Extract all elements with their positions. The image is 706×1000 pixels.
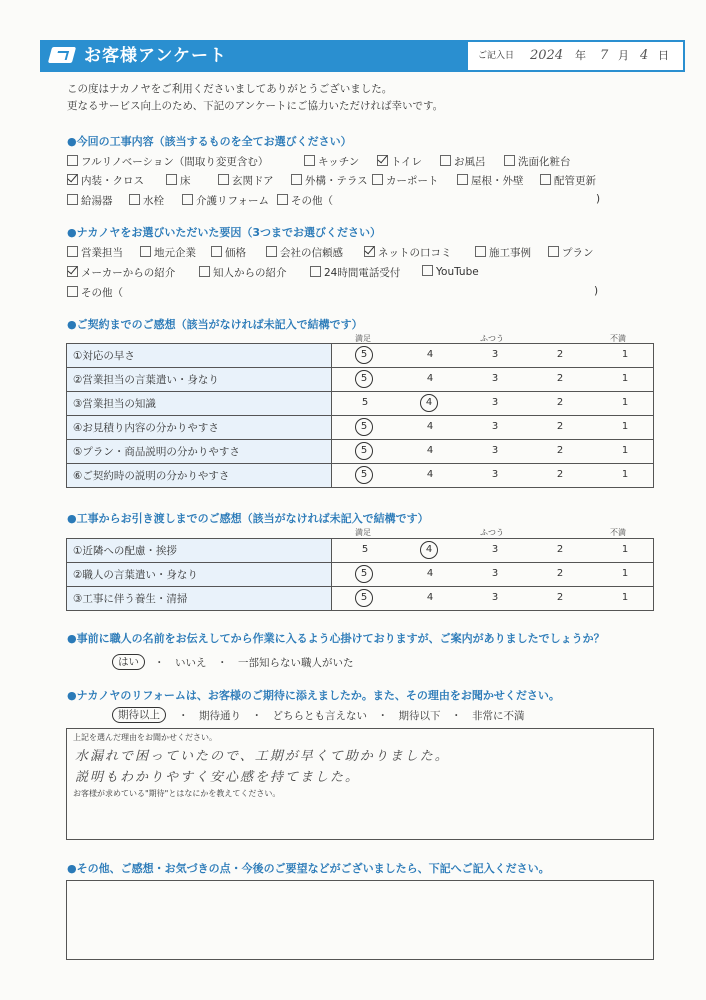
checkbox[interactable] <box>199 266 210 277</box>
checkbox[interactable] <box>422 265 433 276</box>
form-title: お客様アンケート <box>84 46 227 66</box>
section-contract-title: ●ご契約までのご感想（該当がなければ未記入で結構です） <box>67 318 363 331</box>
selected-rating[interactable]: 5 <box>355 346 373 364</box>
work-option[interactable] <box>540 173 596 188</box>
option-label: 介護リフォーム <box>196 195 269 207</box>
rating-option[interactable]: 2 <box>556 469 564 480</box>
rating-option[interactable]: 2 <box>556 592 564 603</box>
option-label: 施工事例 <box>489 247 531 259</box>
answer-others[interactable]: ・ いいえ ・ 一部知らない職人がいた <box>154 657 354 669</box>
option-label: その他（ <box>81 287 123 299</box>
rating-option[interactable]: 1 <box>621 568 629 579</box>
rating-label: ②職人の言葉遣い・身なり <box>67 563 332 587</box>
checkbox[interactable] <box>67 246 78 257</box>
date-year: 2024 <box>530 48 564 63</box>
option-label: お風呂 <box>454 156 486 168</box>
rating-option[interactable]: 3 <box>491 373 499 384</box>
work-option[interactable] <box>304 154 359 169</box>
intro-line-2: 更なるサービス向上のため、下記のアンケートにご協力いただければ幸いです。 <box>67 100 444 112</box>
day-unit: 日 <box>658 49 669 62</box>
option-label: 床 <box>180 175 191 187</box>
option-label: カーポート <box>386 175 439 187</box>
rating-row <box>67 440 654 464</box>
rating-row <box>67 464 654 488</box>
work-option[interactable] <box>182 193 269 208</box>
rating-option[interactable]: 1 <box>621 469 629 480</box>
option-label: 玄関ドア <box>232 175 274 187</box>
checkbox[interactable] <box>67 174 78 185</box>
rating-option[interactable]: 2 <box>556 373 564 384</box>
rating-option[interactable]: 4 <box>426 469 434 480</box>
rating-option[interactable]: 5 <box>361 397 369 408</box>
month-unit: 月 <box>618 49 629 62</box>
rating-option[interactable]: 1 <box>621 397 629 408</box>
checkbox[interactable] <box>129 194 140 205</box>
rating-scale <box>332 539 654 563</box>
question-comments: ●その他、ご感想・お気づきの点・今後のご要望などがございましたら、下記へご記入ください。 <box>67 862 550 875</box>
work-option[interactable] <box>291 173 368 188</box>
checkbox[interactable] <box>504 155 515 166</box>
option-label: 会社の信頼感 <box>280 247 343 259</box>
option-label: 給湯器 <box>81 195 113 207</box>
work-option[interactable] <box>377 154 422 169</box>
rating-option[interactable]: 5 <box>361 544 369 555</box>
rating-option[interactable]: 3 <box>491 469 499 480</box>
rating-scale <box>332 563 654 587</box>
checkbox[interactable] <box>67 266 78 277</box>
rating-scale <box>332 344 654 368</box>
form-header <box>40 40 685 72</box>
checkbox[interactable] <box>548 246 559 257</box>
option-label: 内装・クロス <box>81 175 144 187</box>
reason-option[interactable] <box>266 245 343 260</box>
checkbox[interactable] <box>377 155 388 166</box>
work-option[interactable] <box>372 173 439 188</box>
option-label: 洗面化粧台 <box>518 156 571 168</box>
rating-option[interactable]: 2 <box>556 445 564 456</box>
rating-option[interactable]: 1 <box>621 544 629 555</box>
scale-unsatisfied: 不満 <box>610 334 626 343</box>
rating-label: ②営業担当の言葉遣い・身なり <box>67 368 332 392</box>
rating-label: ③営業担当の知識 <box>67 392 332 416</box>
checkbox[interactable] <box>364 246 375 257</box>
checkbox[interactable] <box>310 266 321 277</box>
rating-option[interactable]: 4 <box>426 568 434 579</box>
rating-scale <box>332 587 654 611</box>
reason-option[interactable] <box>475 245 531 260</box>
answer-yes-label: はい <box>112 654 145 670</box>
answer-yes[interactable] <box>118 654 145 669</box>
checkbox[interactable] <box>277 194 288 205</box>
reason-option[interactable] <box>211 245 246 260</box>
rating-option[interactable]: 4 <box>426 445 434 456</box>
rating-option[interactable]: 1 <box>621 592 629 603</box>
rating-row <box>67 344 654 368</box>
rating-row <box>67 587 654 611</box>
reason-option[interactable] <box>548 245 594 260</box>
work-option[interactable] <box>504 154 571 169</box>
checkbox[interactable] <box>67 194 78 205</box>
reason-option[interactable] <box>310 265 400 280</box>
rating-option[interactable]: 2 <box>556 568 564 579</box>
rating-option[interactable]: 4 <box>426 592 434 603</box>
answer-above-expectation[interactable] <box>118 707 166 722</box>
rating-scale <box>332 392 654 416</box>
work-option[interactable] <box>67 193 113 208</box>
checkbox[interactable] <box>457 174 468 185</box>
rating-option[interactable]: 2 <box>556 397 564 408</box>
checkbox[interactable] <box>440 155 451 166</box>
option-label: 営業担当 <box>81 247 123 259</box>
work-option[interactable] <box>440 154 486 169</box>
rating-option[interactable]: 3 <box>491 349 499 360</box>
rating-scale <box>332 416 654 440</box>
rating-label: ④お見積り内容の分かりやすさ <box>67 416 332 440</box>
selected-rating[interactable]: 5 <box>355 418 373 436</box>
work-option[interactable] <box>129 193 164 208</box>
intro-line-1: この度はナカノヤをご利用くださいましてありがとうございました。 <box>67 83 393 95</box>
option-label: キッチン <box>318 156 360 168</box>
rating-label: ①近隣への配慮・挨拶 <box>67 539 332 563</box>
year-unit: 年 <box>575 49 586 62</box>
checkbox[interactable] <box>372 174 383 185</box>
selected-rating[interactable]: 5 <box>355 565 373 583</box>
section-work-title: ●今回の工事内容（該当するものを全てお選びください） <box>67 135 352 148</box>
selected-rating[interactable]: 5 <box>355 370 373 388</box>
scale-normal: ふつう <box>480 334 504 343</box>
rating-scale <box>332 464 654 488</box>
construction-rating-table <box>66 538 654 611</box>
rating-option[interactable]: 3 <box>491 592 499 603</box>
rating-row <box>67 539 654 563</box>
rating-row <box>67 392 654 416</box>
checkbox[interactable] <box>218 174 229 185</box>
checkbox[interactable] <box>291 174 302 185</box>
scale-unsatisfied: 不満 <box>610 528 626 537</box>
handwritten-line-1: 水漏れで困っていたので、工期が早くて助かりました。 <box>75 749 450 764</box>
rating-scale <box>332 440 654 464</box>
work-option[interactable] <box>166 173 191 188</box>
option-label: 価格 <box>225 247 246 259</box>
checkbox[interactable] <box>304 155 315 166</box>
reason-option[interactable] <box>140 245 196 260</box>
rating-option[interactable]: 1 <box>621 373 629 384</box>
rating-option[interactable]: 3 <box>491 544 499 555</box>
rating-label: ⑥ご契約時の説明の分かりやすさ <box>67 464 332 488</box>
rating-option[interactable]: 4 <box>426 373 434 384</box>
date-field[interactable] <box>468 42 683 70</box>
option-label: 配管更新 <box>554 175 596 187</box>
rating-option[interactable]: 1 <box>621 445 629 456</box>
reason-option[interactable] <box>67 265 175 280</box>
scale-normal: ふつう <box>480 528 504 537</box>
checkbox[interactable] <box>211 246 222 257</box>
selected-rating[interactable]: 5 <box>355 466 373 484</box>
work-option[interactable] <box>277 193 333 208</box>
reason-option[interactable] <box>67 285 123 300</box>
scale-satisfied: 満足 <box>355 528 371 537</box>
other-close: ) <box>594 285 599 297</box>
rating-row <box>67 416 654 440</box>
rating-option[interactable]: 2 <box>556 544 564 555</box>
reason-option[interactable] <box>199 265 287 280</box>
option-label: トイレ <box>391 156 422 168</box>
reason-option[interactable] <box>364 245 452 260</box>
rating-option[interactable]: 2 <box>556 421 564 432</box>
rating-option[interactable]: 3 <box>491 397 499 408</box>
rating-option[interactable]: 2 <box>556 349 564 360</box>
work-option[interactable] <box>67 154 268 169</box>
scale-satisfied: 満足 <box>355 334 371 343</box>
rating-option[interactable]: 1 <box>621 349 629 360</box>
rating-label: ⑤プラン・商品説明の分かりやすさ <box>67 440 332 464</box>
answer-others[interactable]: ・ 期待通り ・ どちらとも言えない ・ 期待以下 ・ 非常に不満 <box>178 710 525 722</box>
rating-label: ①対応の早さ <box>67 344 332 368</box>
option-label: プラン <box>562 247 594 259</box>
option-label: その他（ <box>291 195 333 207</box>
checkbox[interactable] <box>166 174 177 185</box>
work-option[interactable] <box>67 173 144 188</box>
checkbox[interactable] <box>475 246 486 257</box>
option-label: メーカーからの紹介 <box>81 267 176 279</box>
option-label: 知人からの紹介 <box>213 267 287 279</box>
option-label: 外構・テラス <box>305 175 368 187</box>
section-construction-title: ●工事からお引き渡しまでのご感想（該当がなければ未記入で結構です） <box>67 512 429 525</box>
checkbox[interactable] <box>67 155 78 166</box>
option-label: フルリノベーション（間取り変更含む） <box>81 156 269 168</box>
date-month: 7 <box>600 48 609 63</box>
checkbox[interactable] <box>266 246 277 257</box>
comments-textbox[interactable] <box>66 880 654 960</box>
checkbox[interactable] <box>540 174 551 185</box>
option-label: 地元企業 <box>154 247 196 259</box>
selected-rating[interactable]: 5 <box>355 442 373 460</box>
rating-row <box>67 368 654 392</box>
option-label: 24時間電話受付 <box>324 267 401 279</box>
option-label: 屋根・外壁 <box>471 175 524 187</box>
answer-above-label: 期待以上 <box>112 707 166 723</box>
rating-option[interactable]: 3 <box>491 421 499 432</box>
rating-row <box>67 563 654 587</box>
rating-option[interactable]: 4 <box>426 349 434 360</box>
reason-option[interactable] <box>422 265 479 278</box>
rating-option[interactable]: 3 <box>491 445 499 456</box>
contract-rating-table <box>66 343 654 488</box>
rating-option[interactable]: 3 <box>491 568 499 579</box>
option-label: YouTube <box>436 266 479 278</box>
reason-textbox[interactable] <box>66 728 654 840</box>
rating-option[interactable]: 1 <box>621 421 629 432</box>
reason-option[interactable] <box>67 245 123 260</box>
expectation-label: お客様が求めている"期待"とはなにかを教えてください。 <box>73 789 281 798</box>
checkbox[interactable] <box>140 246 151 257</box>
rating-label: ③工事に伴う養生・清掃 <box>67 587 332 611</box>
rating-option[interactable]: 4 <box>426 421 434 432</box>
selected-rating[interactable]: 5 <box>355 589 373 607</box>
work-option[interactable] <box>218 173 274 188</box>
checkbox[interactable] <box>67 286 78 297</box>
other-close: ) <box>596 193 601 205</box>
company-logo <box>48 47 76 63</box>
section-reason-title: ●ナカノヤをお選びいただいた要因（3つまでお選びください） <box>67 226 382 239</box>
option-label: 水栓 <box>143 195 164 207</box>
selected-rating[interactable]: 4 <box>420 394 438 412</box>
work-option[interactable] <box>457 173 524 188</box>
reason-label: 上記を選んだ理由をお聞かせください。 <box>73 733 217 742</box>
date-day: 4 <box>640 48 649 63</box>
handwritten-line-2: 説明もわかりやすく安心感を持てました。 <box>75 770 361 785</box>
question-expectation: ●ナカノヤのリフォームは、お客様のご期待に添えましたか。また、その理由をお聞かせください。 <box>67 689 560 702</box>
checkbox[interactable] <box>182 194 193 205</box>
selected-rating[interactable]: 4 <box>420 541 438 559</box>
question-craftsman-intro: ●事前に職人の名前をお伝えしてから作業に入るよう心掛けておりますが、ご案内がありましたでしょうか？ <box>67 632 605 645</box>
rating-scale <box>332 368 654 392</box>
option-label: ネットの口コミ <box>378 247 452 259</box>
date-label: ご記入日 <box>478 51 515 61</box>
